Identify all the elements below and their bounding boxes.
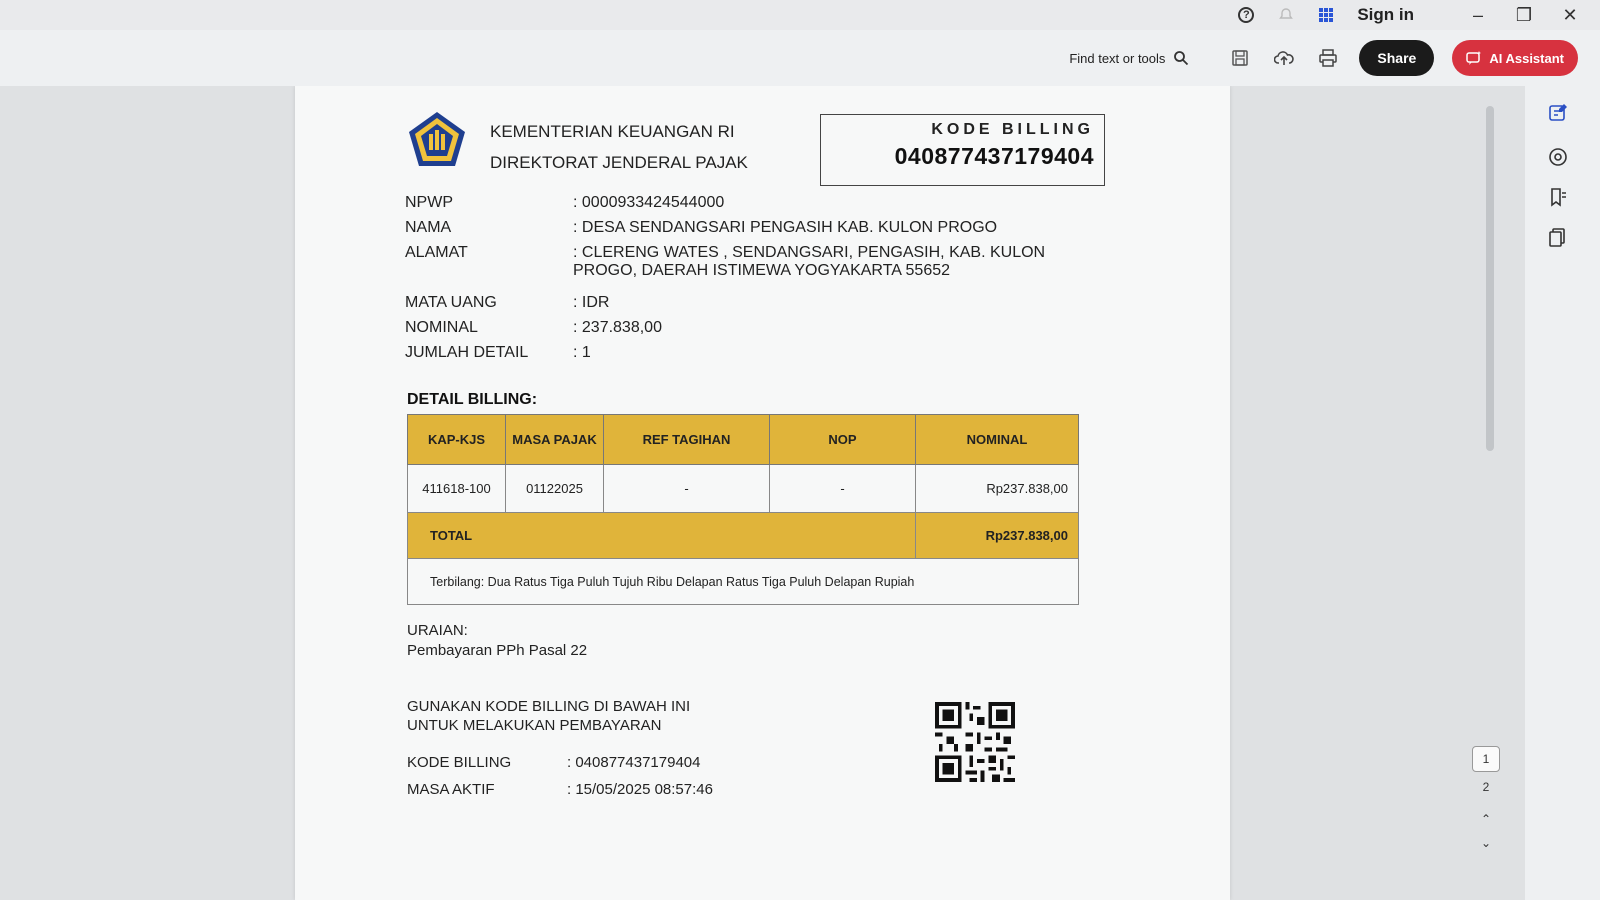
page-up-icon[interactable]: ⌃ [1480, 812, 1492, 826]
field-label: MATA UANG [405, 294, 497, 311]
ai-assistant-button[interactable] [1452, 40, 1578, 76]
kemenkeu-logo-icon [407, 110, 467, 168]
help-button[interactable] [1237, 6, 1255, 24]
billing-document-page [295, 86, 1230, 900]
find-text-or-tools[interactable] [1069, 50, 1189, 66]
terbilang-text: Terbilang: Dua Ratus Tiga Puluh Tujuh Ribu Delapan Ratus Tiga Puluh Delapan Rupiah [408, 559, 1079, 605]
upload-button[interactable] [1271, 45, 1297, 71]
col-nop: NOP [770, 415, 916, 465]
total-label: TOTAL [408, 513, 916, 559]
total-value: Rp237.838,00 [916, 513, 1079, 559]
scrollbar-thumb[interactable] [1486, 106, 1494, 451]
field-mata-uang [405, 294, 1085, 319]
print-icon [1318, 49, 1338, 67]
field-nominal [405, 319, 1085, 344]
print-button[interactable] [1315, 45, 1341, 71]
kode-billing-title: KODE BILLING [931, 121, 1094, 138]
table-header-row [408, 415, 1079, 465]
col-kap-kjs: KAP-KJS [408, 415, 506, 465]
title-bar [0, 0, 1600, 30]
apps-grid-icon[interactable] [1317, 6, 1335, 24]
masa-aktif-label: MASA AKTIF [407, 781, 495, 798]
ai-assistant-label: AI Assistant [1489, 50, 1564, 66]
field-value: : 237.838,00 [573, 319, 662, 336]
document-viewport[interactable] [0, 86, 1525, 900]
page-down-icon[interactable]: ⌄ [1480, 836, 1492, 850]
field-label: NOMINAL [405, 319, 478, 336]
field-value: : IDR [573, 294, 610, 311]
kode-billing-value: : 040877437179404 [567, 754, 701, 771]
org-name-directorate: DIREKTORAT JENDERAL PAJAK [490, 153, 748, 172]
table-total-row [408, 513, 1079, 559]
edit-comment-icon[interactable] [1547, 102, 1569, 124]
viewer-toolbar [0, 30, 1600, 86]
uraian-value: Pembayaran PPh Pasal 22 [407, 642, 588, 659]
masa-aktif-row [407, 781, 807, 801]
field-label: NPWP [405, 194, 453, 211]
kode-billing-label: KODE BILLING [407, 754, 512, 771]
ai-assistant-icon [1466, 50, 1482, 66]
current-page-indicator[interactable]: 1 [1472, 746, 1500, 772]
uraian-label: URAIAN: [407, 622, 468, 639]
masa-aktif-value: : 15/05/2025 08:57:46 [567, 781, 713, 798]
detail-billing-title: DETAIL BILLING: [407, 391, 538, 408]
col-masa-pajak: MASA PAJAK [506, 415, 604, 465]
restore-button[interactable]: ❐ [1515, 4, 1533, 25]
table-terbilang-row [408, 559, 1079, 605]
cell-masa-pajak: 01122025 [506, 465, 604, 513]
field-npwp [405, 194, 1085, 219]
payment-instruction-line1: GUNAKAN KODE BILLING DI BAWAH INI [407, 698, 691, 715]
field-value: : 1 [573, 344, 591, 361]
kode-billing-number: 040877437179404 [894, 143, 1094, 169]
cell-nop: - [770, 465, 916, 513]
right-tools-rail [1525, 86, 1600, 900]
qr-code-icon [935, 702, 1015, 782]
share-button[interactable]: Share [1359, 40, 1434, 76]
cloud-upload-icon [1274, 49, 1294, 67]
cell-nominal: Rp237.838,00 [916, 465, 1079, 513]
field-alamat [405, 244, 1085, 294]
field-nama [405, 219, 1085, 244]
billing-detail-table [407, 414, 1079, 605]
notifications-icon[interactable] [1277, 6, 1295, 24]
col-ref-tagihan: REF TAGIHAN [604, 415, 770, 465]
field-value: : CLERENG WATES , SENDANGSARI, PENGASIH, KAB. KULON PROGO, DAERAH ISTIMEWA YOGYAKARTA 55652 [573, 244, 1046, 279]
col-nominal: NOMINAL [916, 415, 1079, 465]
field-value: : 0000933424544000 [573, 194, 725, 211]
cell-ref-tagihan: - [604, 465, 770, 513]
save-button[interactable] [1227, 45, 1253, 71]
bookmark-icon[interactable] [1547, 186, 1569, 208]
field-jumlah-detail [405, 344, 1085, 369]
help-icon: ? [1238, 7, 1254, 23]
page-navigator [1472, 746, 1506, 850]
kode-billing-box [820, 114, 1105, 186]
payment-instruction-line2: UNTUK MELAKUKAN PEMBAYARAN [407, 717, 662, 734]
table-row [408, 465, 1079, 513]
taxpayer-fields [405, 194, 1085, 369]
field-label: NAMA [405, 219, 452, 236]
cell-kap-kjs: 411618-100 [408, 465, 506, 513]
pages-icon[interactable] [1547, 226, 1569, 248]
sign-in-button[interactable]: Sign in [1357, 5, 1414, 24]
comment-icon[interactable] [1547, 146, 1569, 168]
org-name-ministry: KEMENTERIAN KEUANGAN RI [490, 122, 735, 141]
field-label: JUMLAH DETAIL [405, 344, 529, 361]
find-label: Find text or tools [1069, 50, 1166, 66]
field-label: ALAMAT [405, 244, 468, 261]
minimize-button[interactable]: – [1472, 4, 1483, 25]
field-value: : DESA SENDANGSARI PENGASIH KAB. KULON PROGO [573, 219, 998, 236]
search-icon [1173, 50, 1189, 66]
close-button[interactable]: ✕ [1562, 4, 1578, 25]
next-page-number[interactable]: 2 [1482, 780, 1490, 794]
save-icon [1231, 49, 1249, 67]
kode-billing-row [407, 754, 807, 774]
